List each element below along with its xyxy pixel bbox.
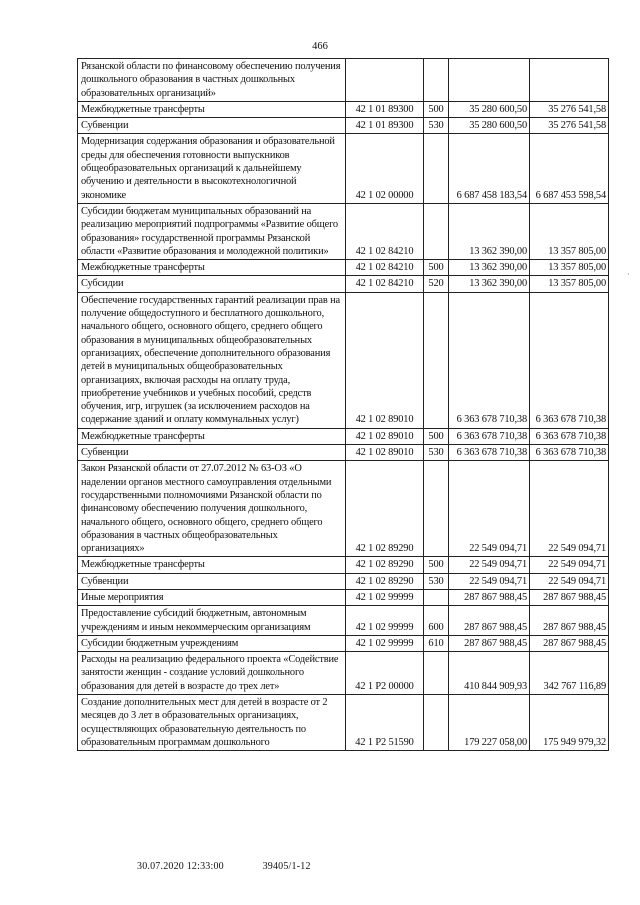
row-sum1-cell: 22 549 094,71	[449, 461, 530, 557]
row-name-cell: Межбюджетные трансферты	[78, 428, 346, 444]
row-sum1-cell: 287 867 988,45	[449, 606, 530, 636]
table-row	[78, 203, 609, 259]
row-name-cell: Закон Рязанской области от 27.07.2012 № 63-ОЗ «О наделении органов местного самоуправления отдельными государственными полномочиями Рязанской области по финансовому обеспечению получения дошкольного, начального общего, основного общего, среднего общего образования в частных общеобразовательных организациях»	[78, 461, 346, 557]
row-name-cell: Субвенции	[78, 573, 346, 589]
row-sum2-cell: 13 357 805,00	[530, 260, 609, 276]
row-csr-cell: 42 1 01 89300	[346, 118, 424, 134]
row-csr-cell: 42 1 02 89290	[346, 461, 424, 557]
row-csr-cell: 42 1 01 89300	[346, 101, 424, 117]
row-sum1-cell: 13 362 390,00	[449, 203, 530, 259]
row-sum2-cell: 6 363 678 710,38	[530, 292, 609, 428]
row-sum1-cell: 6 363 678 710,38	[449, 445, 530, 461]
table-row	[78, 59, 609, 102]
budget-table	[77, 58, 609, 751]
row-csr-cell: 42 1 02 84210	[346, 276, 424, 292]
row-sum1-cell: 35 280 600,50	[449, 118, 530, 134]
row-name-cell: Межбюджетные трансферты	[78, 557, 346, 573]
row-csr-cell: 42 1 02 99999	[346, 606, 424, 636]
row-sum2-cell: 35 276 541,58	[530, 118, 609, 134]
row-vr-cell	[424, 292, 449, 428]
table-row	[78, 573, 609, 589]
row-vr-cell: 500	[424, 101, 449, 117]
row-vr-cell: 520	[424, 276, 449, 292]
table-row	[78, 606, 609, 636]
row-sum2-cell: 6 363 678 710,38	[530, 428, 609, 444]
row-name-cell: Субсидии	[78, 276, 346, 292]
row-csr-cell: 42 1 02 89290	[346, 573, 424, 589]
footer-datetime: 30.07.2020 12:33:00	[137, 861, 224, 872]
row-name-cell: Субвенции	[78, 445, 346, 461]
row-sum1-cell: 22 549 094,71	[449, 573, 530, 589]
budget-table-body	[78, 59, 609, 751]
row-csr-cell: 42 1 02 99999	[346, 635, 424, 651]
row-sum1-cell: 6 687 458 183,54	[449, 134, 530, 203]
row-sum2-cell: 13 357 805,00	[530, 276, 609, 292]
row-csr-cell: 42 1 02 00000	[346, 134, 424, 203]
table-row	[78, 589, 609, 605]
row-csr-cell: 42 1 P2 51590	[346, 695, 424, 751]
row-sum1-cell: 13 362 390,00	[449, 260, 530, 276]
row-name-cell: Создание дополнительных мест для детей в возрасте от 2 месяцев до 3 лет в образовательных организациях, осуществляющих образовательную деятельность по образовательным программам дошкольного	[78, 695, 346, 751]
table-row	[78, 118, 609, 134]
row-sum1-cell	[449, 59, 530, 102]
row-csr-cell	[346, 59, 424, 102]
row-vr-cell: 530	[424, 573, 449, 589]
table-row	[78, 445, 609, 461]
table-row	[78, 134, 609, 203]
row-sum1-cell: 410 844 909,93	[449, 652, 530, 695]
row-name-cell: Межбюджетные трансферты	[78, 101, 346, 117]
row-name-cell: Предоставление субсидий бюджетным, автономным учреждениям и иным некоммерческим организациям	[78, 606, 346, 636]
table-row	[78, 695, 609, 751]
row-name-cell: Расходы на реализацию федерального проекта «Содействие занятости женщин - создание условий дошкольного образования для детей в возрасте до трех лет»	[78, 652, 346, 695]
row-name-cell: Обеспечение государственных гарантий реализации прав на получение общедоступного и бесплатного дошкольного, начального общего, основного общего, среднего общего образования в муниципальных общеобразовательных организациях, обеспечение дополнительного образования детей в муниципальных общеобразовательных организациях, включая расходы на оплату труда, приобретение учебников и учебных пособий, средств обучения, игр, игрушек (за исключением расходов на содержание зданий и оплату коммунальных услуг)	[78, 292, 346, 428]
row-sum1-cell: 13 362 390,00	[449, 276, 530, 292]
row-sum2-cell: 22 549 094,71	[530, 557, 609, 573]
table-row	[78, 292, 609, 428]
table-row	[78, 461, 609, 557]
row-vr-cell: 600	[424, 606, 449, 636]
row-sum2-cell: 287 867 988,45	[530, 635, 609, 651]
row-csr-cell: 42 1 02 89010	[346, 292, 424, 428]
row-vr-cell	[424, 461, 449, 557]
row-sum1-cell: 287 867 988,45	[449, 635, 530, 651]
row-name-cell: Иные мероприятия	[78, 589, 346, 605]
table-row	[78, 428, 609, 444]
row-name-cell: Субвенции	[78, 118, 346, 134]
row-csr-cell: 42 1 02 84210	[346, 260, 424, 276]
row-vr-cell: 530	[424, 445, 449, 461]
row-sum2-cell: 6 687 453 598,54	[530, 134, 609, 203]
row-vr-cell: 500	[424, 260, 449, 276]
table-row	[78, 276, 609, 292]
row-csr-cell: 42 1 02 99999	[346, 589, 424, 605]
row-vr-cell	[424, 59, 449, 102]
row-vr-cell	[424, 695, 449, 751]
row-vr-cell: 500	[424, 428, 449, 444]
row-csr-cell: 42 1 02 89010	[346, 428, 424, 444]
footer-doc-id: 39405/1-12	[262, 861, 311, 872]
row-csr-cell: 42 1 P2 00000	[346, 652, 424, 695]
table-row	[78, 557, 609, 573]
row-sum2-cell: 287 867 988,45	[530, 589, 609, 605]
row-vr-cell: 500	[424, 557, 449, 573]
row-csr-cell: 42 1 02 89290	[346, 557, 424, 573]
row-sum2-cell	[530, 59, 609, 102]
table-row	[78, 635, 609, 651]
margin-mark: ·	[627, 270, 630, 279]
row-sum1-cell: 287 867 988,45	[449, 589, 530, 605]
row-name-cell: Субсидии бюджетным учреждениям	[78, 635, 346, 651]
row-sum1-cell: 6 363 678 710,38	[449, 292, 530, 428]
row-sum2-cell: 287 867 988,45	[530, 606, 609, 636]
table-row	[78, 260, 609, 276]
row-csr-cell: 42 1 02 89010	[346, 445, 424, 461]
row-sum1-cell: 6 363 678 710,38	[449, 428, 530, 444]
row-sum2-cell: 35 276 541,58	[530, 101, 609, 117]
row-name-cell: Субсидии бюджетам муниципальных образований на реализацию мероприятий подпрограммы «Развитие общего образования» государственной программы Рязанской области «Развитие образования и молодежной политики»	[78, 203, 346, 259]
row-sum2-cell: 22 549 094,71	[530, 461, 609, 557]
row-vr-cell: 610	[424, 635, 449, 651]
row-csr-cell: 42 1 02 84210	[346, 203, 424, 259]
row-sum1-cell: 179 227 058,00	[449, 695, 530, 751]
row-name-cell: Модернизация содержания образования и образовательной среды для обеспечения готовности выпускников общеобразовательных организаций к дальнейшему обучению и деятельности в высокотехнологичной экономике	[78, 134, 346, 203]
row-sum2-cell: 13 357 805,00	[530, 203, 609, 259]
row-vr-cell	[424, 589, 449, 605]
table-row	[78, 101, 609, 117]
footer	[137, 861, 347, 872]
row-sum2-cell: 6 363 678 710,38	[530, 445, 609, 461]
row-name-cell: Межбюджетные трансферты	[78, 260, 346, 276]
row-vr-cell	[424, 203, 449, 259]
row-sum2-cell: 22 549 094,71	[530, 573, 609, 589]
row-vr-cell	[424, 134, 449, 203]
row-vr-cell: 530	[424, 118, 449, 134]
page-number: 466	[312, 41, 328, 52]
row-sum1-cell: 35 280 600,50	[449, 101, 530, 117]
row-sum2-cell: 342 767 116,89	[530, 652, 609, 695]
row-name-cell: Рязанской области по финансовому обеспечению получения дошкольного образования в частных дошкольных образовательных организаций»	[78, 59, 346, 102]
table-row	[78, 652, 609, 695]
row-vr-cell	[424, 652, 449, 695]
row-sum2-cell: 175 949 979,32	[530, 695, 609, 751]
row-sum1-cell: 22 549 094,71	[449, 557, 530, 573]
